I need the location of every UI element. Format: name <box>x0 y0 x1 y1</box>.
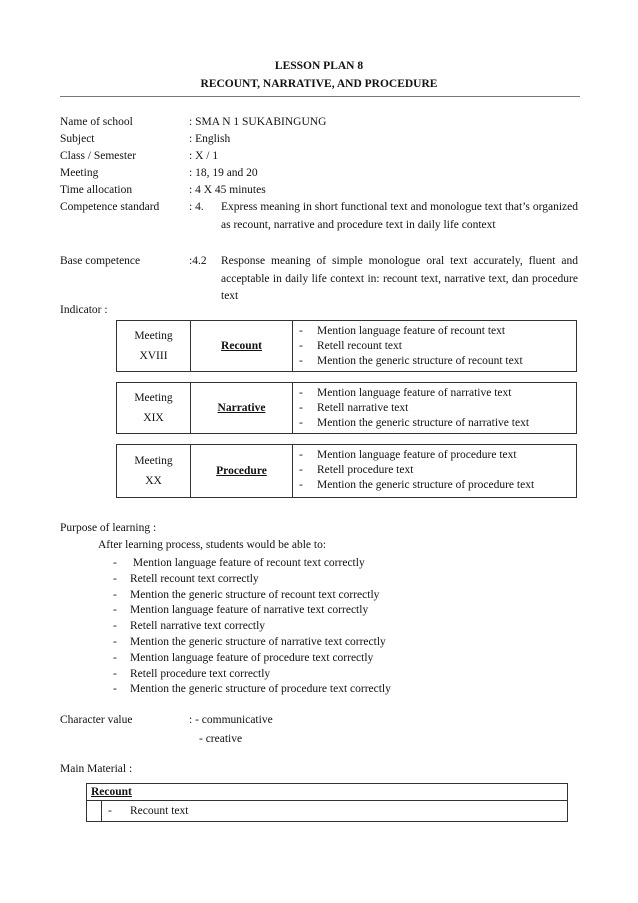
info-value-time: : 4 X 45 minutes <box>189 184 266 196</box>
meeting-number: XIX <box>143 412 164 424</box>
document-subtitle: RECOUNT, NARRATIVE, AND PROCEDURE <box>200 78 438 90</box>
indicator-table-procedure <box>116 444 577 498</box>
info-value-school: : SMA N 1 SUKABINGUNG <box>189 116 327 128</box>
list-item: - Retell recount text <box>299 340 402 352</box>
base-competence-number: :4.2 <box>189 255 207 267</box>
indicator-label: Indicator : <box>60 304 108 316</box>
text-type-cell: Procedure <box>191 445 293 497</box>
meeting-label: Meeting <box>134 455 173 467</box>
main-material-heading: Recount <box>87 784 567 801</box>
info-label-time: Time allocation <box>60 184 133 196</box>
table-row: - Recount text <box>87 801 567 821</box>
info-value-meeting: : 18, 19 and 20 <box>189 167 258 179</box>
info-value-subject: : English <box>189 133 231 145</box>
meeting-number: XVIII <box>139 350 168 362</box>
base-competence-text: Response meaning of simple monologue oral text accurately, fluent and acceptable in daily life context in: recount text, narrative text, dan procedure text <box>221 255 578 302</box>
list-item: - Mention language feature of procedure text <box>299 449 517 461</box>
meeting-cell <box>117 383 191 433</box>
purpose-intro: After learning process, students would be able to: <box>98 539 327 551</box>
list-item: - Mention language feature of narrative text <box>299 387 512 399</box>
list-item: - Mention the generic structure of recount text correctly <box>113 588 380 601</box>
list-item: - Retell recount text correctly <box>113 572 259 585</box>
list-item: - Mention language feature of procedure text correctly <box>113 651 374 664</box>
info-value-class: : X / 1 <box>189 150 219 162</box>
meeting-number: XX <box>145 475 162 487</box>
info-label-subject: Subject <box>60 133 95 145</box>
list-item: - Retell procedure text correctly <box>113 667 271 680</box>
competence-standard-number: : 4. <box>189 201 204 213</box>
list-item: - Retell narrative text correctly <box>113 620 266 633</box>
indicator-list <box>293 445 576 497</box>
list-item: - Mention the generic structure of procedure text <box>299 479 535 491</box>
meeting-cell <box>117 445 191 497</box>
info-label-class: Class / Semester <box>60 150 137 162</box>
meeting-cell <box>117 321 191 371</box>
info-label-meeting: Meeting <box>60 167 99 179</box>
document-title: LESSON PLAN 8 <box>274 60 364 72</box>
list-item: - Mention the generic structure of narrative text <box>299 417 530 429</box>
competence-standard-text: Express meaning in short functional text and monologue text that’s organized as recount, narrative and procedure text in daily life context <box>221 201 578 231</box>
list-item: - Mention the generic structure of procedure text correctly <box>113 683 391 696</box>
text-type-cell: Narrative <box>191 383 293 433</box>
character-value-line2: - creative <box>199 733 243 745</box>
competence-standard-label: Competence standard <box>60 201 160 213</box>
list-item: - Mention the generic structure of recount text <box>299 355 523 367</box>
list-item: - Mention the generic structure of narrative text correctly <box>113 635 386 648</box>
list-item: - Mention language feature of narrative text correctly <box>113 604 369 617</box>
indicator-list <box>293 321 576 371</box>
base-competence-label: Base competence <box>60 255 141 267</box>
header-rule <box>60 96 580 97</box>
character-value-label: Character value <box>60 714 133 726</box>
list-item: - Retell procedure text <box>299 464 414 476</box>
main-material-table <box>86 783 568 822</box>
indicator-table-recount <box>116 320 577 372</box>
meeting-label: Meeting <box>134 392 173 404</box>
character-value-line1: : - communicative <box>189 714 273 726</box>
main-material-label: Main Material : <box>60 763 133 775</box>
meeting-label: Meeting <box>134 330 173 342</box>
list-item: - Mention language feature of recount text correctly <box>113 557 365 569</box>
info-label-school: Name of school <box>60 116 133 128</box>
indicator-list <box>293 383 576 433</box>
list-item: - Mention language feature of recount text <box>299 325 506 337</box>
purpose-list <box>113 556 391 698</box>
indicator-table-narrative <box>116 382 577 434</box>
text-type-cell: Recount <box>191 321 293 371</box>
list-item: - Retell narrative text <box>299 402 409 414</box>
purpose-label: Purpose of learning : <box>60 522 157 534</box>
